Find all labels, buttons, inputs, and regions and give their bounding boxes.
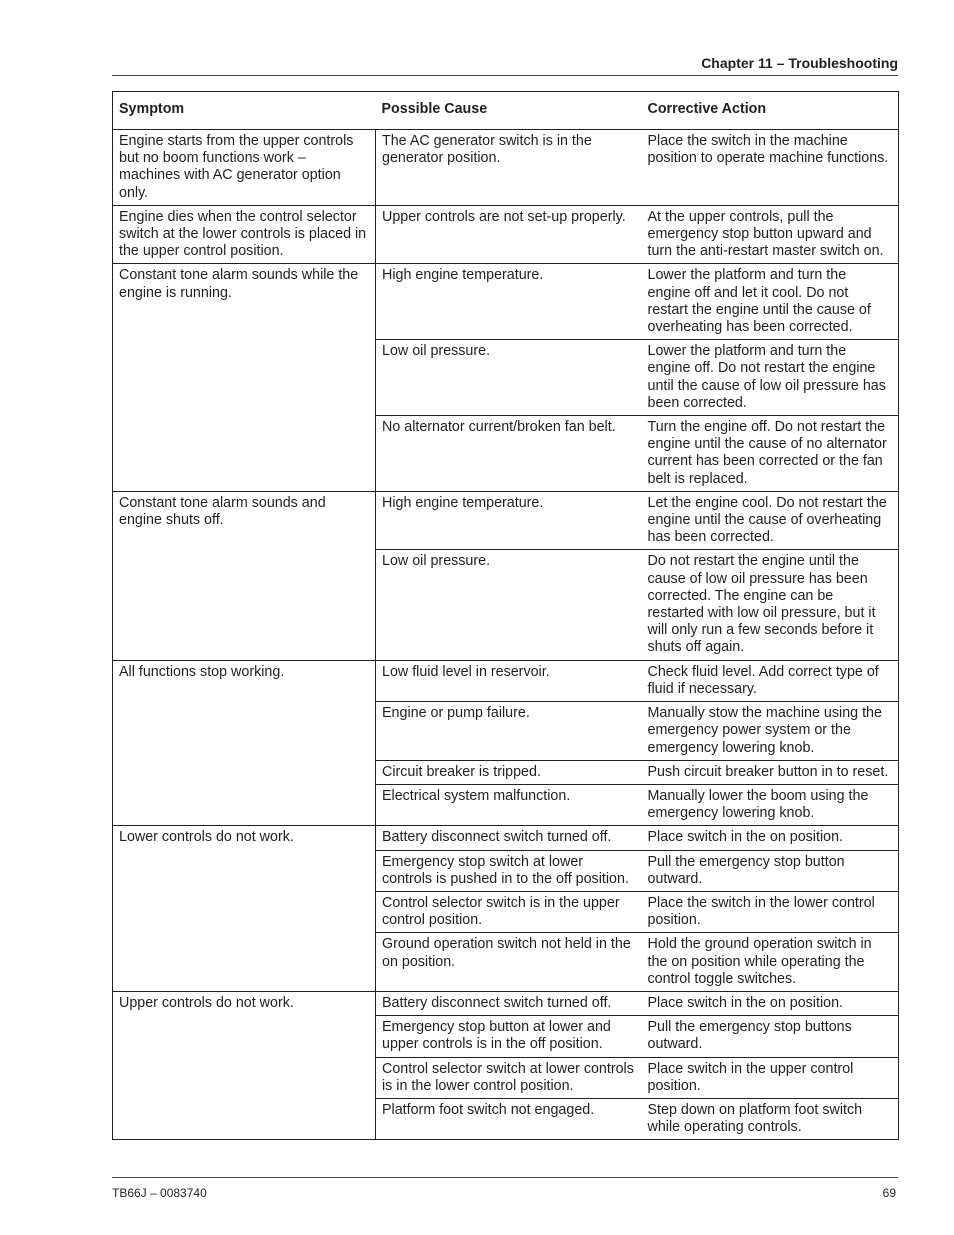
header-divider <box>112 75 898 76</box>
action-cell: Check fluid level. Add correct type of fluid if necessary. <box>642 660 899 701</box>
action-cell: Place the switch in the lower control position. <box>642 891 899 932</box>
symptom-cell: Engine dies when the control selector switch at the lower controls is placed in the upper control position. <box>113 205 376 264</box>
table-row <box>113 491 899 550</box>
symptom-cell: Engine starts from the upper controls but no boom functions work – machines with AC generator option only. <box>113 130 376 206</box>
table-row <box>113 991 899 1015</box>
action-cell: Place switch in the on position. <box>642 991 899 1015</box>
symptom-cell: Constant tone alarm sounds while the engine is running. <box>113 264 376 491</box>
cause-cell: Emergency stop button at lower and upper controls is in the off position. <box>376 1016 642 1057</box>
table-body <box>113 130 899 1140</box>
troubleshooting-table <box>112 91 899 1140</box>
action-cell: Lower the platform and turn the engine off and let it cool. Do not restart the engine until the cause of overheating has been corrected. <box>642 264 899 340</box>
action-cell: Manually stow the machine using the emergency power system or the emergency lowering knob. <box>642 702 899 761</box>
cause-cell: Battery disconnect switch turned off. <box>376 991 642 1015</box>
action-cell: Step down on platform foot switch while operating controls. <box>642 1098 899 1139</box>
cause-cell: Ground operation switch not held in the on position. <box>376 933 642 992</box>
table-row <box>113 826 899 850</box>
cause-cell: No alternator current/broken fan belt. <box>376 416 642 492</box>
symptom-cell: Constant tone alarm sounds and engine shuts off. <box>113 491 376 660</box>
cause-cell: Low fluid level in reservoir. <box>376 660 642 701</box>
symptom-cell: All functions stop working. <box>113 660 376 826</box>
cause-cell: Control selector switch is in the upper control position. <box>376 891 642 932</box>
cause-cell: Engine or pump failure. <box>376 702 642 761</box>
table-row <box>113 130 899 206</box>
cause-cell: Battery disconnect switch turned off. <box>376 826 642 850</box>
footer-divider <box>112 1177 898 1178</box>
cause-cell: Upper controls are not set-up properly. <box>376 205 642 264</box>
cause-cell: The AC generator switch is in the generator position. <box>376 130 642 206</box>
document-id: TB66J – 0083740 <box>112 1186 207 1200</box>
table-row <box>113 660 899 701</box>
table-row <box>113 264 899 340</box>
action-cell: Lower the platform and turn the engine off. Do not restart the engine until the cause of low oil pressure has been corrected. <box>642 340 899 416</box>
action-cell: Do not restart the engine until the cause of low oil pressure has been corrected. The engine can be restarted with low oil pressure, but it will only run a few seconds before it shuts off again. <box>642 550 899 660</box>
cause-cell: Control selector switch at lower controls is in the lower control position. <box>376 1057 642 1098</box>
action-cell: Place the switch in the machine position to operate machine functions. <box>642 130 899 206</box>
cause-cell: Emergency stop switch at lower controls is pushed in to the off position. <box>376 850 642 891</box>
action-cell: Place switch in the on position. <box>642 826 899 850</box>
action-cell: Push circuit breaker button in to reset. <box>642 760 899 784</box>
action-cell: Turn the engine off. Do not restart the engine until the cause of no alternator current has been corrected or the fan belt is replaced. <box>642 416 899 492</box>
cause-cell: Electrical system malfunction. <box>376 784 642 825</box>
cause-cell: Circuit breaker is tripped. <box>376 760 642 784</box>
table-row <box>113 205 899 264</box>
header-symptom: Symptom <box>113 92 376 130</box>
action-cell: Let the engine cool. Do not restart the engine until the cause of overheating has been corrected. <box>642 491 899 550</box>
action-cell: At the upper controls, pull the emergency stop button upward and turn the anti-restart master switch on. <box>642 205 899 264</box>
symptom-cell: Upper controls do not work. <box>113 991 376 1139</box>
header-possible-cause: Possible Cause <box>376 92 642 130</box>
table-header-row <box>113 92 899 130</box>
symptom-cell: Lower controls do not work. <box>113 826 376 992</box>
cause-cell: High engine temperature. <box>376 491 642 550</box>
action-cell: Place switch in the upper control position. <box>642 1057 899 1098</box>
cause-cell: Low oil pressure. <box>376 550 642 660</box>
cause-cell: Low oil pressure. <box>376 340 642 416</box>
chapter-title: Chapter 11 – Troubleshooting <box>701 55 898 71</box>
action-cell: Hold the ground operation switch in the on position while operating the control toggle switches. <box>642 933 899 992</box>
page-number: 69 <box>882 1186 896 1200</box>
action-cell: Manually lower the boom using the emergency lowering knob. <box>642 784 899 825</box>
cause-cell: Platform foot switch not engaged. <box>376 1098 642 1139</box>
action-cell: Pull the emergency stop button outward. <box>642 850 899 891</box>
cause-cell: High engine temperature. <box>376 264 642 340</box>
header-corrective-action: Corrective Action <box>642 92 899 130</box>
action-cell: Pull the emergency stop buttons outward. <box>642 1016 899 1057</box>
